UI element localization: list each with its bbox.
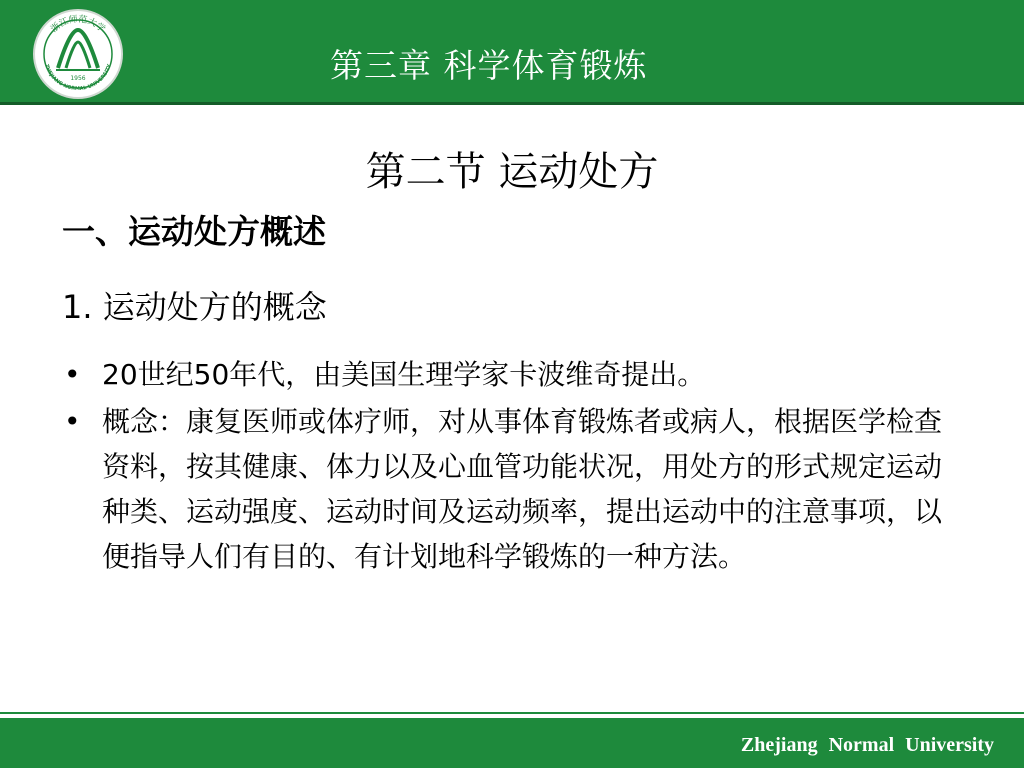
svg-text:ZHEJIANG NORMAL UNIVERSITY: ZHEJIANG NORMAL UNIVERSITY [43, 63, 113, 93]
svg-text:浙江师范大学: 浙江师范大学 [49, 14, 107, 35]
bullet-item [64, 352, 964, 397]
footer-divider [0, 712, 1024, 714]
heading-concept: 1. 运动处方的概念 [62, 288, 327, 326]
bullet-icon: • [64, 405, 81, 438]
chapter-title: 第三章 科学体育锻炼 [330, 46, 648, 85]
university-seal-logo [30, 8, 126, 100]
footer-university-name: Zhejiang Normal University [740, 734, 994, 756]
footer-bar [0, 718, 1024, 768]
bullet-icon: • [64, 358, 81, 391]
bullet-item [64, 399, 964, 579]
bullet-list [64, 352, 964, 581]
bullet-text: 20世纪50年代，由美国生理学家卡波维奇提出。 [102, 358, 706, 391]
section-title: 第二节 运动处方 [365, 149, 659, 195]
bullet-text: 概念：康复医师或体疗师，对从事体育锻炼者或病人，根据医学检查资料，按其健康、体力以及心血管功能状况，用处方的形式规定运动种类、运动强度、运动时间及运动频率，提出运动中的注意事项，以便指导人们有目的、有计划地科学锻炼的一种方法。 [102, 405, 943, 573]
heading-overview: 一、运动处方概述 [62, 212, 326, 251]
header-bar [0, 0, 1024, 105]
svg-text:1956: 1956 [70, 75, 86, 82]
